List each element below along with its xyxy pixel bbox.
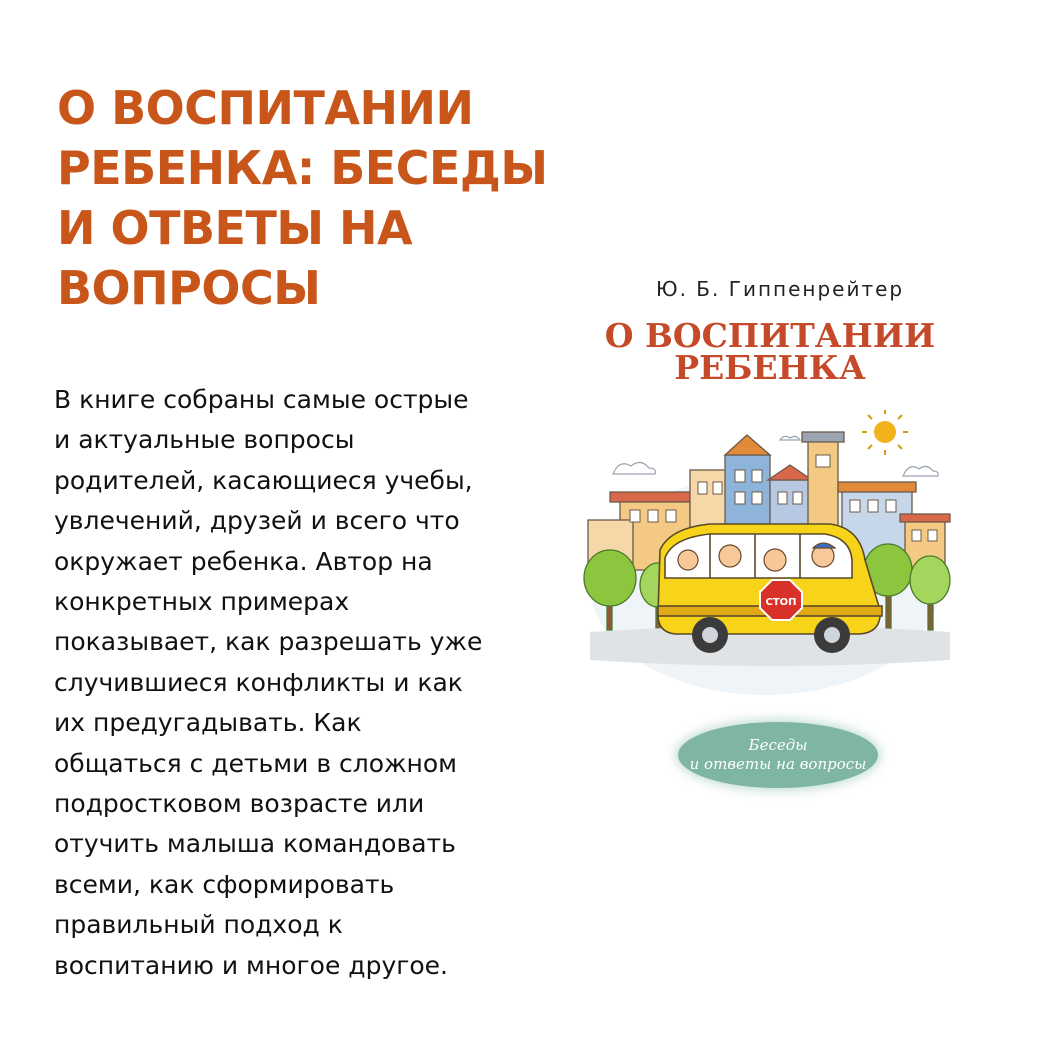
stop-sign-label: СТОП (765, 597, 797, 608)
page-heading (57, 78, 548, 318)
book-title-line: РЕБЕНКА (674, 348, 866, 387)
description-line: воспитанию и многое другое. (54, 950, 448, 980)
description-line: всеми, как сформировать (54, 869, 395, 899)
description-line: случившиеся конфликты и как (54, 667, 463, 697)
heading-line: О ВОСПИТАНИИ (57, 81, 474, 135)
description-line: правильный подход к (54, 910, 343, 940)
description-line: показывает, как разрешать уже (54, 627, 483, 657)
subtitle-line: и ответы на вопросы (689, 755, 867, 773)
book-title (570, 316, 970, 387)
book-subtitle-badge (678, 722, 878, 788)
description-line: увлечений, друзей и всего что (54, 506, 460, 536)
heading-line: РЕБЕНКА: БЕСЕДЫ (57, 141, 548, 195)
description-line: конкретных примерах (54, 587, 350, 617)
description-line: и актуальные вопросы (54, 425, 355, 455)
stop-sign (760, 580, 802, 620)
description-line: родителей, касающиеся учебы, (54, 465, 473, 495)
description-line: окружает ребенка. Автор на (54, 546, 433, 576)
sun-icon (862, 410, 908, 455)
book-title-line: О ВОСПИТАНИИ (604, 316, 936, 355)
book-description (54, 380, 524, 986)
heading-line: И ОТВЕТЫ НА (57, 201, 413, 255)
school-bus-city-illustration (580, 410, 960, 700)
book-cover (570, 260, 970, 820)
book-author: Ю. Б. Гиппенрейтер (656, 277, 905, 301)
clouds (613, 436, 938, 476)
heading-line: ВОПРОСЫ (57, 261, 321, 315)
subtitle-line: Беседы (748, 736, 808, 754)
description-line: В книге собраны самые острые (54, 385, 469, 414)
description-line: подростковом возрасте или (54, 789, 425, 819)
description-line: отучить малыша командовать (54, 829, 456, 859)
description-line: общаться с детьми в сложном (54, 748, 458, 778)
description-line: их предугадывать. Как (54, 708, 362, 738)
